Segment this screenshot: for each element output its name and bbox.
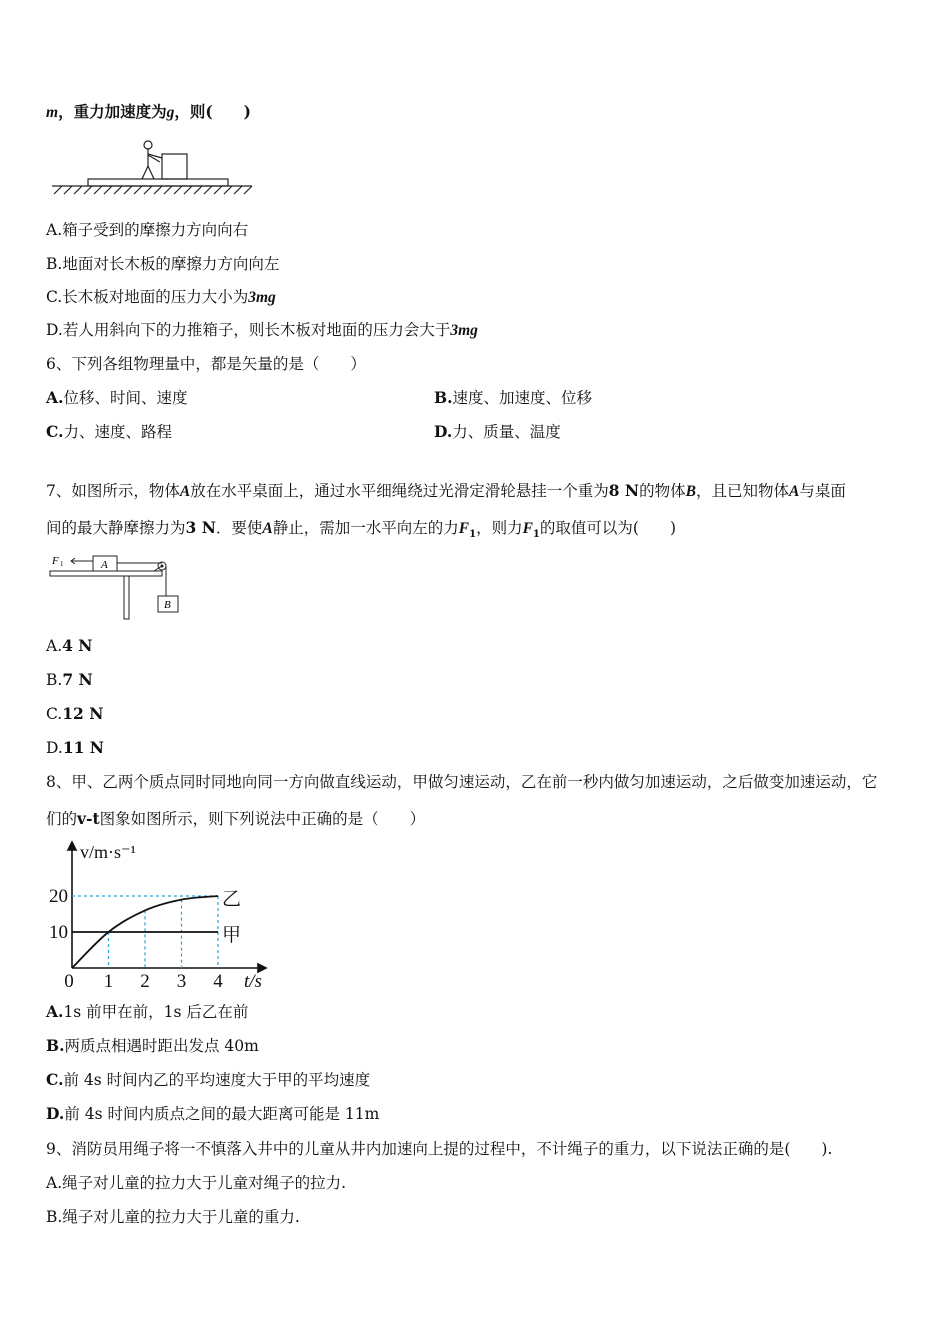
y-axis-label: v/m·s⁻¹: [80, 842, 136, 862]
q6-option-a: [46, 388, 187, 408]
q8-option-a: [46, 1002, 248, 1022]
option-label: D.: [434, 422, 453, 441]
q6-option-b: [434, 388, 592, 408]
option-label: A.: [46, 1174, 63, 1192]
stem-text: ，且已知物体: [695, 482, 789, 500]
option-label: A.: [46, 637, 63, 655]
q7-option-a: [46, 636, 92, 656]
symbol-m: m: [46, 104, 59, 121]
series-name-jia: 甲: [222, 925, 242, 946]
option-text: 1s 前甲在前，1s 后乙在前: [63, 1003, 249, 1021]
option-text: 前 4s 时间内质点之间的最大距离可能是 11m: [64, 1105, 380, 1123]
option-value: 7 N: [62, 670, 93, 689]
q6-option-c: [46, 422, 172, 442]
block-a-label: A: [101, 559, 108, 571]
option-text: 两质点相遇时距出发点 40m: [64, 1037, 259, 1055]
value-3n: 3 N: [185, 518, 216, 537]
stem-text: ．要使: [215, 519, 263, 537]
stem-text: 的取值可以为( ): [539, 519, 676, 537]
stem-text: ，则力: [476, 519, 523, 537]
symbol-a: A: [179, 483, 191, 500]
option-text: 力、质量、温度: [452, 423, 561, 441]
option-value: 3mg: [248, 289, 276, 306]
ground-hatching: [54, 186, 252, 194]
x-tick-label: 4: [213, 971, 223, 988]
symbol-f: F: [458, 520, 470, 537]
symbol-g: g: [166, 104, 175, 121]
x-tick-label: 0: [64, 971, 74, 988]
option-label: C.: [46, 705, 63, 723]
table-top: [50, 571, 162, 576]
stem-text: 间的最大静摩擦力为: [46, 519, 186, 537]
symbol-a: A: [788, 483, 800, 500]
q8-option-d: [46, 1104, 379, 1124]
option-text: 力、速度、路程: [63, 423, 172, 441]
option-label: B.: [434, 388, 453, 407]
option-label: B.: [46, 255, 63, 273]
q8-stem-line2: [46, 809, 425, 829]
stem-text: 的物体: [639, 482, 686, 500]
person-figure: [142, 141, 162, 179]
symbol-f: F: [522, 520, 533, 537]
symbol-b: B: [685, 483, 696, 500]
option-text: 前 4s 时间内乙的平均速度大于甲的平均速度: [63, 1071, 371, 1089]
option-label: C.: [46, 1070, 64, 1089]
y-axis-arrow: [68, 842, 76, 850]
option-text: 若人用斜向下的力推箱子，则长木板对地面的压力会大于: [62, 321, 451, 339]
option-label: D.: [46, 321, 63, 339]
stem-text: 静止，需加一水平向左的力: [272, 519, 459, 537]
option-value: 3mg: [450, 322, 478, 339]
option-label: C.: [46, 422, 64, 441]
stem-text: 们的: [46, 810, 78, 828]
q7-stem-line2: [46, 518, 676, 545]
symbol-a: A: [262, 520, 273, 537]
option-text: 速度、加速度、位移: [452, 389, 593, 407]
q7-figure: [46, 548, 186, 622]
q7-option-d: [46, 738, 104, 758]
option-text: 长木板对地面的压力大小为: [62, 288, 249, 306]
force-label: F: [52, 555, 59, 567]
stem-text: 图象如图所示，则下列说法中正确的是（ ）: [99, 810, 426, 828]
q5-option-c: [46, 287, 276, 308]
option-label: A.: [46, 388, 64, 407]
q5-stem-tail: [46, 102, 251, 123]
q8-option-b: [46, 1036, 259, 1056]
q5-option-d: [46, 320, 478, 341]
long-board: [88, 179, 228, 186]
q9-stem: 9、消防员用绳子将一不慎落入井中的儿童从井内加速向上提的过程中，不计绳子的重力，以下说法正确的是( ).: [46, 1140, 833, 1158]
q6-option-d: [434, 422, 561, 442]
x-axis-label: t/s: [244, 971, 262, 988]
option-value: 12 N: [62, 704, 104, 723]
q9-option-a: [46, 1173, 346, 1193]
option-text: 绳子对儿童的拉力大于儿童对绳子的拉力.: [62, 1174, 347, 1192]
force-sub: 1: [60, 560, 64, 568]
option-value: 11 N: [62, 738, 104, 757]
option-text: 绳子对儿童的拉力大于儿童的重力.: [62, 1208, 300, 1226]
q8-stem-line1: 8、甲、乙两个质点同时同地向同一方向做直线运动，甲做匀速运动，乙在前一秒内做匀加速运动，之后做变加速运动，它: [46, 773, 878, 791]
box: [162, 154, 187, 179]
q7-option-b: [46, 670, 93, 690]
option-label: D.: [46, 1104, 65, 1123]
q5-stem-text-2: ，则( ): [174, 102, 251, 121]
option-label: A.: [46, 221, 63, 239]
y-tick-label: 20: [49, 886, 68, 907]
q5-stem-text: ，重力加速度为: [58, 102, 167, 121]
option-label: A.: [46, 1002, 64, 1021]
option-label: C.: [46, 288, 63, 306]
q7-option-c: [46, 704, 103, 724]
vt-label: v-t: [77, 809, 100, 828]
y-tick-label: 10: [49, 922, 68, 943]
option-text: 箱子受到的摩擦力方向向右: [62, 221, 249, 239]
q5-option-a: [46, 220, 248, 240]
value-8n: 8 N: [608, 481, 640, 500]
x-tick-label: 1: [103, 971, 114, 988]
q5-figure: [48, 140, 258, 200]
table-leg: [124, 576, 129, 619]
subscript: 1: [532, 529, 540, 541]
q5-option-b: [46, 254, 279, 274]
block-b-label: B: [164, 599, 171, 611]
q6-stem: 6、下列各组物理量中，都是矢量的是（ ）: [46, 355, 366, 373]
vt-chart: [40, 838, 280, 988]
option-label: B.: [46, 1208, 63, 1226]
stem-text: 7、如图所示，物体: [46, 482, 180, 500]
q7-stem-line1: [46, 481, 846, 502]
x-tick-label: 3: [176, 971, 187, 988]
option-label: B.: [46, 671, 63, 689]
q9-option-b: [46, 1207, 300, 1227]
series-name-yi: 乙: [222, 889, 242, 910]
option-text: 地面对长木板的摩擦力方向向左: [62, 255, 280, 273]
option-value: 4 N: [62, 636, 93, 655]
x-tick-label: 2: [140, 971, 150, 988]
q8-option-c: [46, 1070, 370, 1090]
option-text: 位移、时间、速度: [63, 389, 188, 407]
option-label: D.: [46, 739, 63, 757]
stem-text: 放在水平桌面上，通过水平细绳绕过光滑定滑轮悬挂一个重为: [190, 482, 609, 500]
subscript: 1: [469, 529, 477, 541]
stem-text: 与桌面: [799, 482, 846, 500]
option-label: B.: [46, 1036, 65, 1055]
